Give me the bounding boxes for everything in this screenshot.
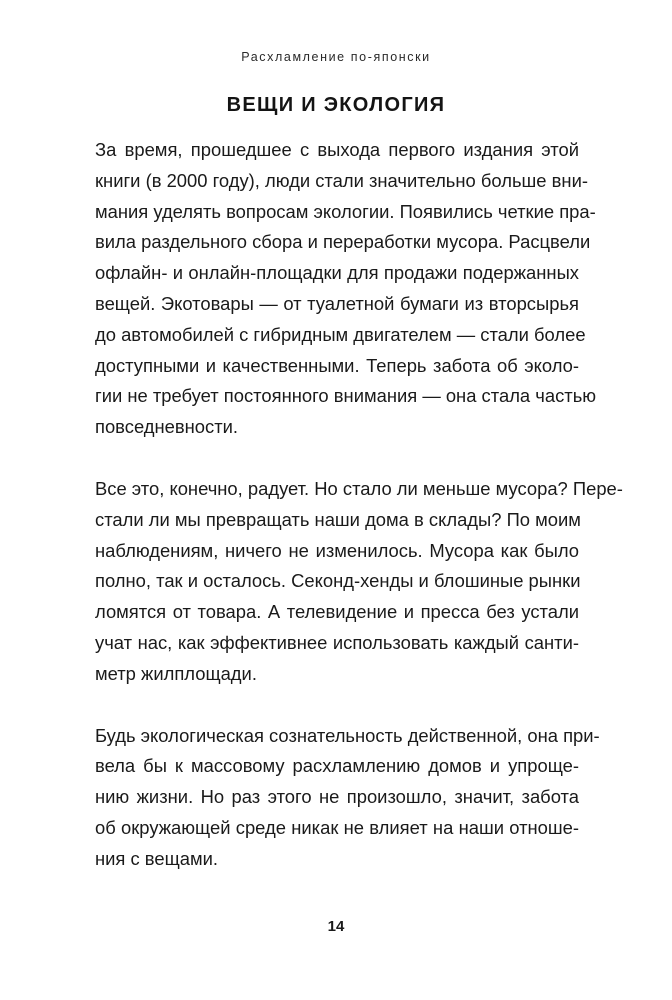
page-number: 14 xyxy=(327,918,345,935)
text-line: полно, так и осталось. Секонд-хенды и блошиные рынки xyxy=(95,570,581,592)
text-line: офлайн- и онлайн-площадки для продажи подержанных xyxy=(95,262,579,284)
section-title: ВЕЩИ И ЭКОЛОГИЯ xyxy=(226,94,446,116)
paragraph xyxy=(95,721,600,875)
text-line: гии не требует постоянного внимания — она стала частью xyxy=(95,385,597,407)
running-header: Расхламление по-японски xyxy=(241,50,431,64)
text-line: об окружающей среде никак не влияет на наши отноше- xyxy=(95,816,579,838)
text-line: мания уделять вопросам экологии. Появились четкие пра- xyxy=(95,200,596,222)
text-line: вещей. Экотовары — от туалетной бумаги из вторсырья xyxy=(95,292,579,314)
body-text xyxy=(95,135,623,906)
text-line: книги (в 2000 году), люди стали значительно больше вни- xyxy=(95,169,588,191)
text-line: наблюдениям, ничего не изменилось. Мусора как было xyxy=(95,539,579,561)
text-line: метр жилплощади. xyxy=(95,662,257,684)
text-line: Будь экологическая сознательность действенной, она при- xyxy=(95,724,600,746)
text-line: стали ли мы превращать наши дома в склады? По моим xyxy=(95,508,581,530)
text-line: За время, прошедшее с выхода первого издания этой xyxy=(95,139,579,160)
text-line: Все это, конечно, радует. Но стало ли меньше мусора? Пере- xyxy=(95,477,623,499)
text-line: вила раздельного сбора и переработки мусора. Расцвели xyxy=(95,231,591,253)
text-line: учат нас, как эффективнее использовать каждый санти- xyxy=(95,631,579,653)
paragraph xyxy=(95,474,623,690)
text-line: повседневности. xyxy=(95,416,239,438)
text-line: нию жизни. Но раз этого не произошло, значит, забота xyxy=(95,786,579,808)
text-line: ломятся от товара. А телевидение и пресса без устали xyxy=(95,601,579,623)
text-line: до автомобилей с гибридным двигателем — стали более xyxy=(95,323,586,345)
text-line: ния с вещами. xyxy=(95,847,218,869)
paragraph xyxy=(95,135,597,443)
text-line: доступными и качественными. Теперь забота об эколо- xyxy=(95,354,579,376)
text-line: вела бы к массовому расхламлению домов и упроще- xyxy=(95,755,579,777)
